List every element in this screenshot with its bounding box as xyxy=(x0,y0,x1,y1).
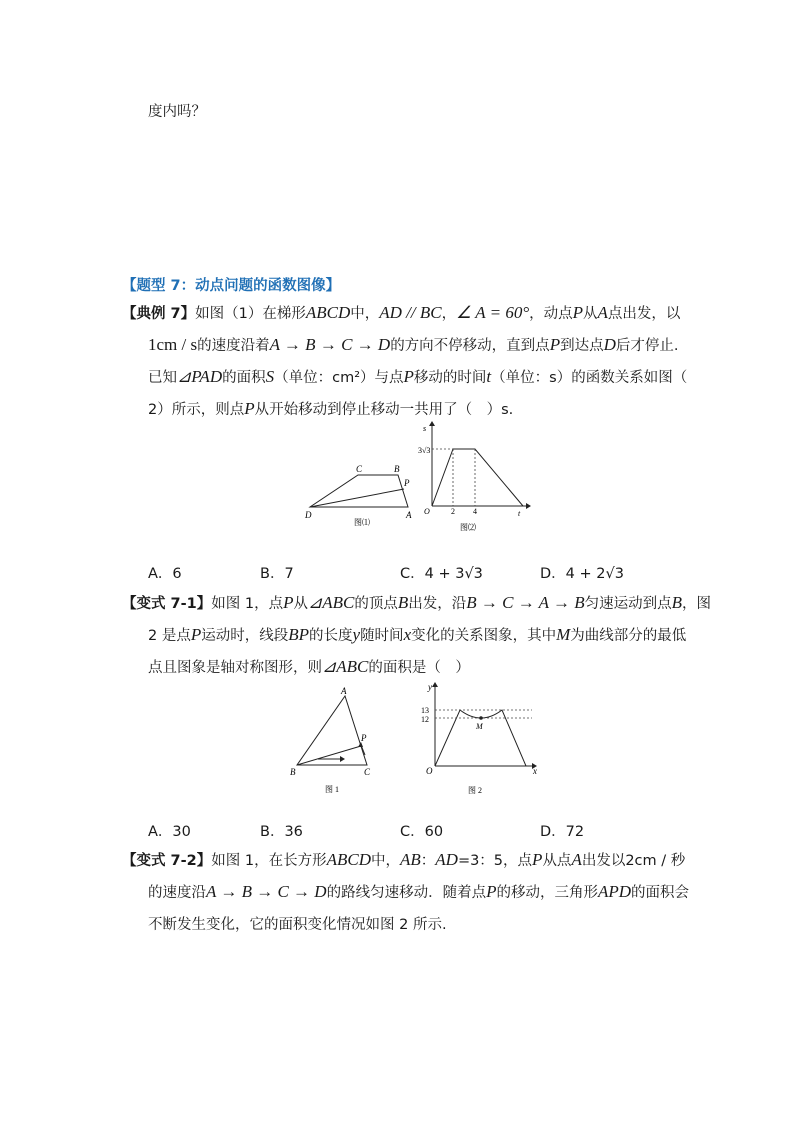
label-c: C xyxy=(364,767,371,777)
m-label: M xyxy=(476,722,483,731)
segment-bp xyxy=(297,746,361,765)
s-t-curve xyxy=(432,449,523,506)
label-p: P xyxy=(404,478,410,488)
tick-13: 13 xyxy=(421,706,429,715)
example7-label: 【典例 7】 xyxy=(122,306,196,322)
y-value-label: 3√3 xyxy=(418,446,431,455)
example7-line4: 2）所示，则点P从开始移动到停止移动一共用了（ ）s. xyxy=(148,399,514,418)
t-axis-arrow xyxy=(526,503,531,509)
x-label: x xyxy=(533,766,537,776)
area-time-graph xyxy=(418,420,533,535)
variant71-label: 【变式 7-1】 xyxy=(122,596,212,612)
example7-option-a[interactable]: A．6 xyxy=(148,566,182,582)
y-axis-arrow xyxy=(432,682,438,687)
fig2-caption: 图⑵ xyxy=(460,523,476,532)
variant71-line1: 【变式 7-1】如图 1，点P从⊿ABC的顶点B出发，沿B → C → A → B匀速运动到点B，图 xyxy=(122,593,712,612)
variant72-line2: 的速度沿A → B → C → D的路线匀速移动．随着点P的移动，三角形APD的面积会 xyxy=(148,882,690,901)
motion-arrowhead xyxy=(340,756,345,762)
tick-2: 2 xyxy=(451,507,455,516)
label-d: D xyxy=(305,510,312,520)
trapezoid-figure xyxy=(300,455,425,530)
variant71-option-a[interactable]: A．30 xyxy=(148,824,191,840)
example7-option-d[interactable]: D．4 + 2√3 xyxy=(540,566,624,582)
variant71-line3: 点且图象是轴对称图形，则⊿ABC的面积是（ ） xyxy=(148,657,470,676)
label-a: A xyxy=(341,686,347,696)
y-label: y xyxy=(428,682,432,692)
label-b: B xyxy=(394,464,400,474)
variant72-line3: 不断发生变化，它的面积变化情况如图 2 所示. xyxy=(148,917,447,933)
example7-line1: 【典例 7】如图（1）在梯形ABCD中，AD // BC，∠ A = 60°，动点P从A点出发，以 xyxy=(122,303,681,322)
s-axis-arrow xyxy=(429,421,435,426)
fig2-caption: 图 2 xyxy=(468,786,482,795)
triangle-figure xyxy=(285,683,380,798)
example7-option-b[interactable]: B．7 xyxy=(260,566,294,582)
variant71-option-c[interactable]: C．60 xyxy=(400,824,444,840)
tick-4: 4 xyxy=(473,507,477,516)
variant72-label: 【变式 7-2】 xyxy=(122,853,212,869)
variant71-line2: 2 是点P运动时，线段BP的长度y随时间x变化的关系图象，其中M为曲线部分的最低 xyxy=(148,625,687,644)
label-c: C xyxy=(356,464,363,474)
example7-option-c[interactable]: C．4 + 3√3 xyxy=(400,566,483,582)
t-label: t xyxy=(518,509,521,518)
example7-line3: 已知⊿PAD的面积S（单位：cm²）与点P移动的时间t（单位：s）的函数关系如图（ xyxy=(148,367,688,386)
tick-12: 12 xyxy=(421,715,429,724)
variant71-option-b[interactable]: B．36 xyxy=(260,824,303,840)
example7-line2: 1cm / s的速度沿着A → B → C → D的方向不停移动，直到点P到达点D后才停止. xyxy=(148,335,679,354)
length-time-graph xyxy=(420,680,545,800)
origin-label: O xyxy=(424,507,430,516)
s-label: s xyxy=(423,424,427,433)
point-m xyxy=(479,716,483,720)
section-heading: 【题型 7：动点问题的函数图像】 xyxy=(122,278,341,294)
label-a: A xyxy=(406,510,412,520)
label-p: P xyxy=(361,733,367,743)
continued-text: 度内吗？ xyxy=(148,104,206,120)
fig1-caption: 图⑴ xyxy=(354,518,370,527)
origin-label: O xyxy=(426,766,433,776)
variant72-line1: 【变式 7-2】如图 1，在长方形ABCD中，AB：AD=3：5，点P从点A出发以2cm / 秒 xyxy=(122,850,686,869)
variant71-option-d[interactable]: D．72 xyxy=(540,824,585,840)
label-b: B xyxy=(290,767,296,777)
fig1-caption: 图 1 xyxy=(325,785,339,794)
